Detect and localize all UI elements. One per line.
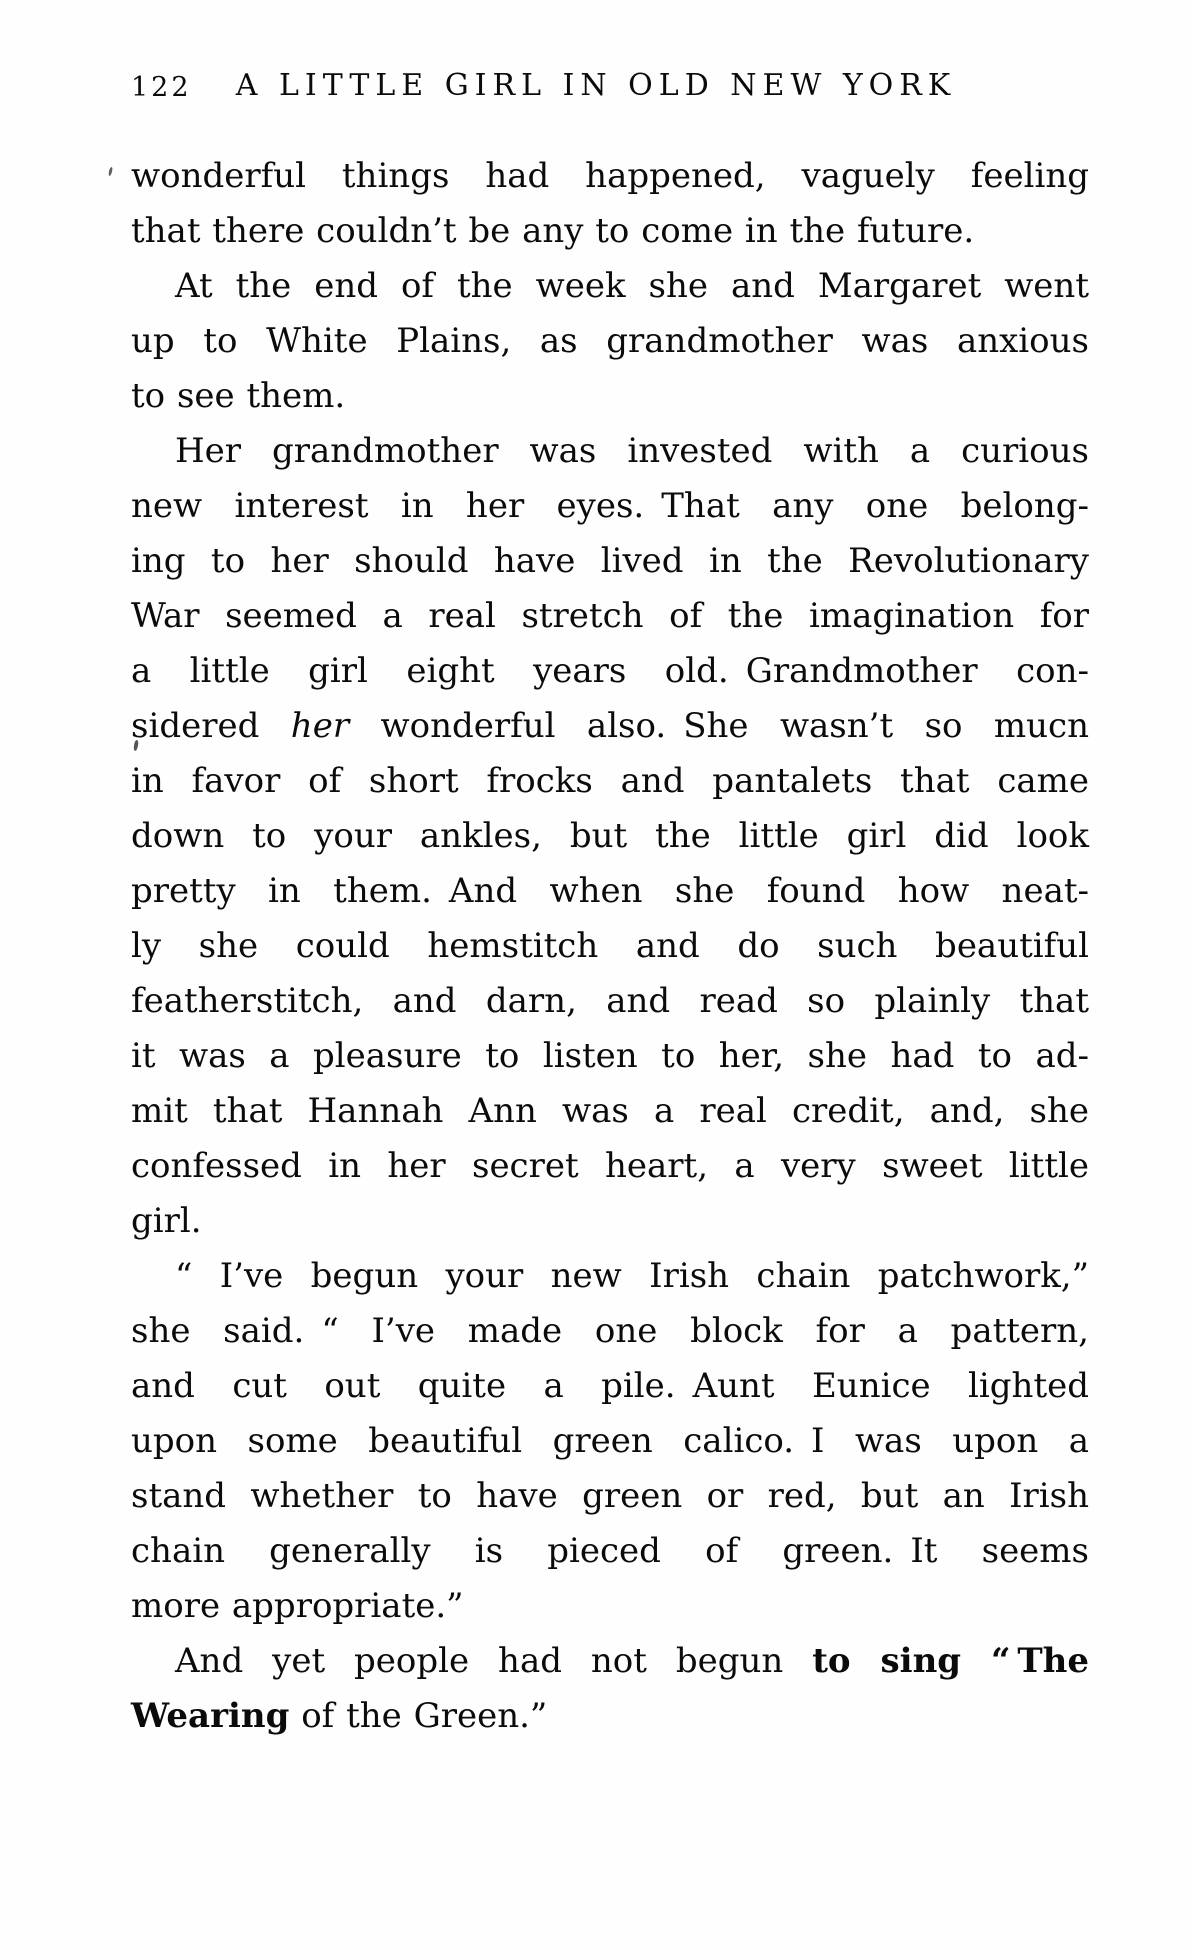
text-segment: pretty in them. And when she found how neat- [131,871,1089,911]
text-segment: girl. [131,1201,202,1241]
page-number: 122 [131,72,192,103]
text-line [131,1029,1089,1084]
text-line [131,259,1089,314]
text-line [131,809,1089,864]
text-segment: stand whether to have green or red, but an Irish [131,1476,1089,1516]
text-line [131,974,1089,1029]
text-segment: that there couldn’t be any to come in the future. [131,211,975,251]
text-line [131,1689,1089,1744]
text-line [131,754,1089,809]
text-line [131,314,1089,369]
text-line [131,864,1089,919]
text-line [131,919,1089,974]
text-line [131,1634,1089,1689]
text-line [131,644,1089,699]
text-segment: more appropriate.” [131,1586,464,1626]
text-line [131,204,1089,259]
text-line [131,479,1089,534]
text-line [131,1304,1089,1359]
text-line [131,369,1089,424]
text-segment: ly she could hemstitch and do such beautiful [131,926,1089,966]
text-segment: new interest in her eyes. That any one belong- [131,486,1089,526]
text-line [131,1579,1089,1634]
text-segment: down to your ankles, but the little girl did look [131,816,1089,856]
text-segment: Wearing [131,1696,290,1736]
text-segment: of the Green.” [289,1696,548,1736]
scan-artifact [108,167,113,176]
text-line [131,1524,1089,1579]
text-segment: ing to her should have lived in the Revolutionary [131,541,1089,581]
text-segment: “ I’ve begun your new Irish chain patchwork,” [175,1256,1089,1296]
running-header-title: A LITTLE GIRL IN OLD NEW YORK [235,68,957,103]
text-line [131,424,1089,479]
text-segment: mit that Hannah Ann was a real credit, and, she [131,1091,1089,1131]
text-segment: wonderful also. She wasn’t so mucn [349,706,1089,746]
text-segment: upon some beautiful green calico. I was upon a [131,1421,1089,1461]
text-line [131,149,1089,204]
text-line [131,699,1089,754]
text-segment: and cut out quite a pile. Aunt Eunice lighted [131,1366,1089,1406]
text-segment: featherstitch, and darn, and read so plainly that [131,981,1089,1021]
text-line [131,1139,1089,1194]
text-line [131,1084,1089,1139]
text-segment: it was a pleasure to listen to her, she had to ad- [131,1036,1089,1076]
text-line [131,534,1089,589]
text-line [131,1359,1089,1414]
text-segment: And yet people had not begun [175,1641,813,1681]
text-segment: At the end of the week she and Margaret went [175,266,1089,306]
text-segment: she said. “ I’ve made one block for a pattern, [131,1311,1089,1351]
text-segment: to see them. [131,376,346,416]
text-line [131,589,1089,644]
text-line [131,1194,1089,1249]
page-body [131,149,1089,1744]
text-line [131,1469,1089,1524]
text-line [131,1249,1089,1304]
text-segment: wonderful things had happened, vaguely feeling [131,156,1089,196]
text-segment: confessed in her secret heart, a very sweet little [131,1146,1089,1186]
text-segment: to sing “ The [812,1641,1089,1681]
text-segment: in favor of short frocks and pantalets that came [131,761,1089,801]
text-segment: up to White Plains, as grandmother was anxious [131,321,1089,361]
text-line [131,1414,1089,1469]
text-segment: her [290,706,350,746]
text-segment: sidered [131,706,291,746]
text-segment: War seemed a real stretch of the imagination for [131,596,1089,636]
text-segment: Her grandmother was invested with a curious [175,431,1089,471]
text-segment: a little girl eight years old. Grandmother con- [131,651,1089,691]
text-segment: chain generally is pieced of green. It seems [131,1531,1089,1571]
